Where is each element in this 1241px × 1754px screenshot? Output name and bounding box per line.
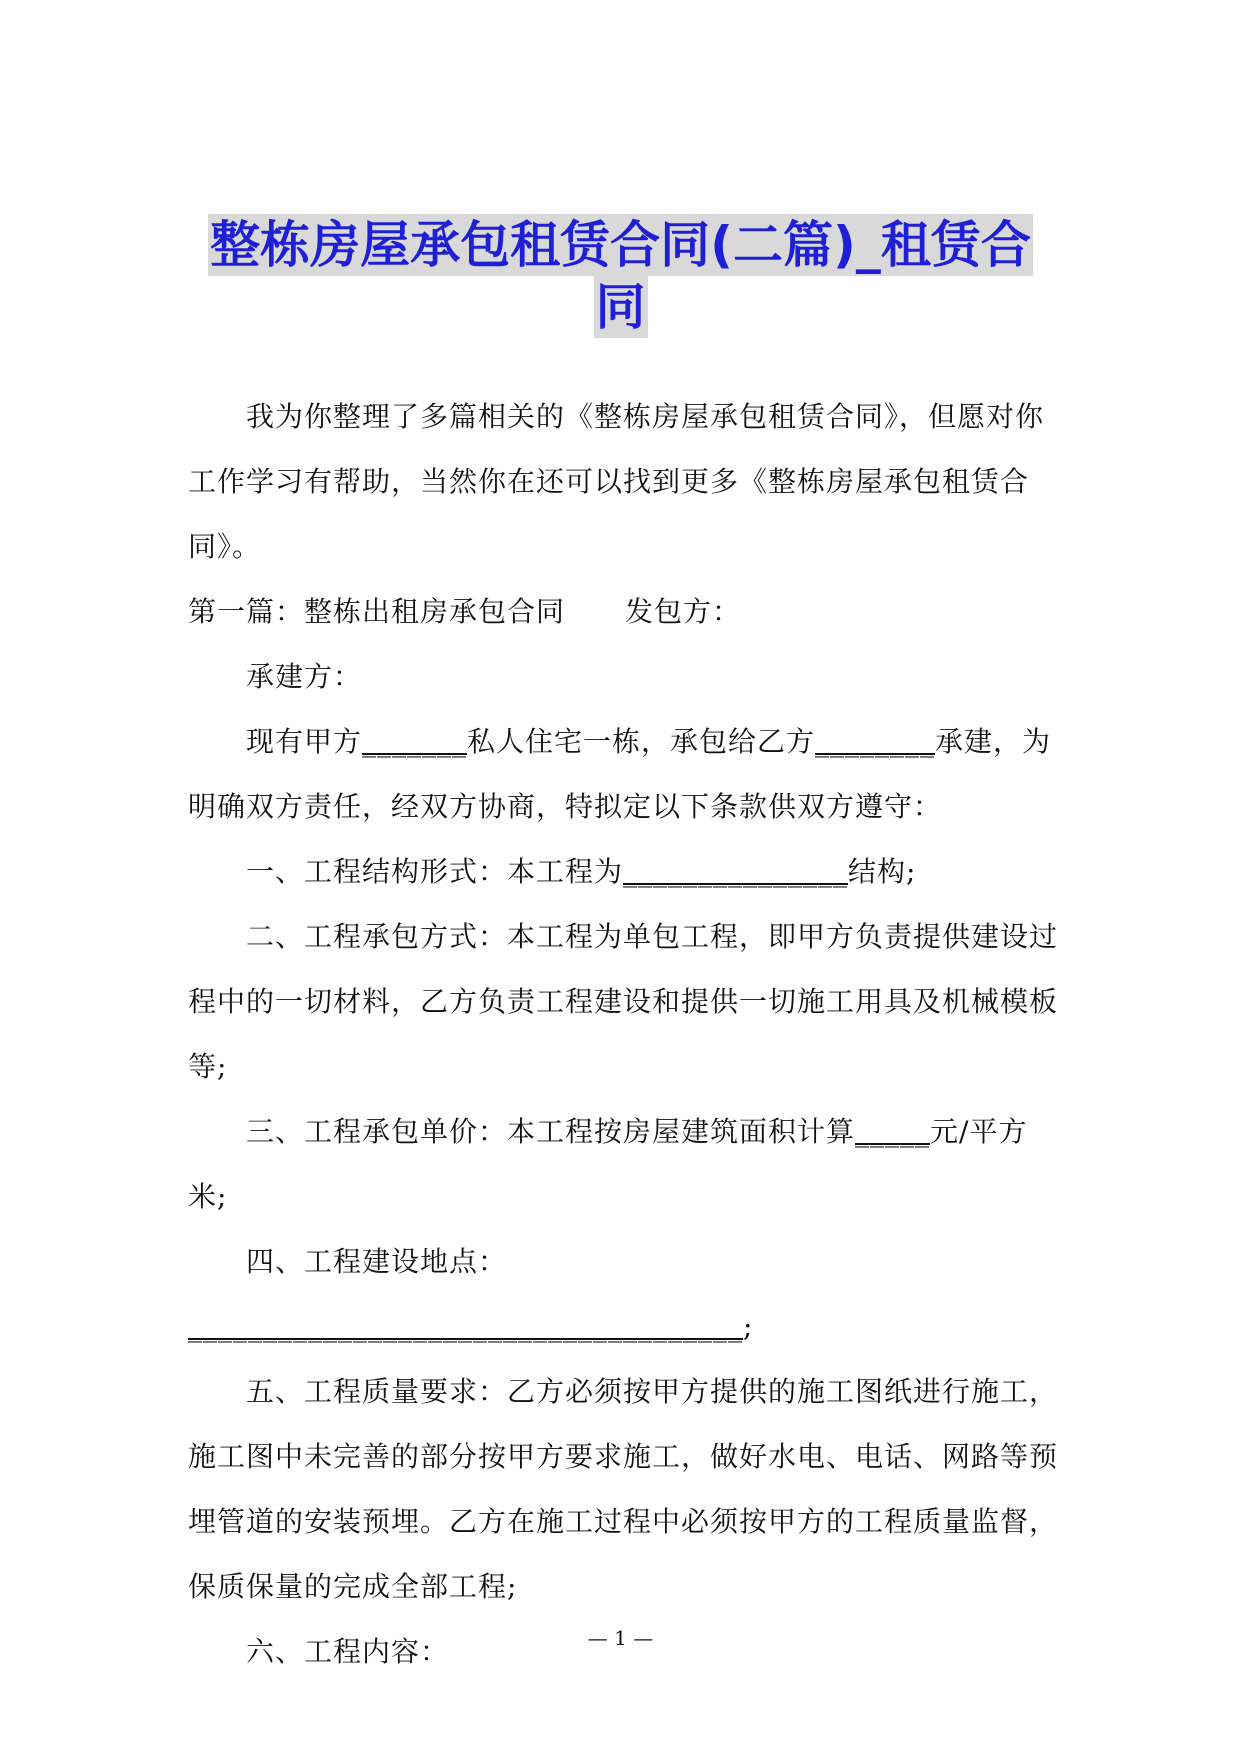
item-5: 五、工程质量要求：乙方必须按甲方提供的施工图纸进行施工，施工图中未完善的部分按甲方要求施工，做好水电、电话、网路等预埋管道的安装预埋。乙方在施工过程中必须按甲方的工程质量监督，保质保量的完成全部工程;	[188, 1375, 1059, 1603]
title-line-2: 同	[595, 278, 646, 336]
item-3	[188, 1099, 1058, 1229]
item-3-text-b: 元/平方米;	[188, 1115, 1028, 1213]
item-2: 二、工程承包方式：本工程为单包工程，即甲方负责提供建设过程中的一切材料，乙方负责工程建设和提供一切施工用具及机械模板等;	[188, 920, 1059, 1083]
structure-blank: _______________	[623, 855, 849, 888]
party-b-blank: ________	[815, 725, 936, 758]
location-blank: _____________________________________	[188, 1310, 743, 1343]
title-line-1: 整栋房屋承包租赁合同(二篇)_租赁合	[210, 216, 1031, 274]
page-number: — 1 —	[587, 1626, 654, 1650]
party-a-blank: _______	[362, 725, 468, 758]
existing-text-a: 现有甲方	[246, 725, 363, 758]
item-4	[188, 1229, 1058, 1359]
contractor-label: 发包方：	[625, 595, 742, 628]
item-4-text-a: 四、工程建设地点：	[246, 1245, 508, 1278]
existing-paragraph	[188, 709, 1058, 839]
item-3-text-a: 三、工程承包单价：本工程按房屋建筑面积计算	[246, 1115, 856, 1148]
item-1	[188, 839, 1058, 904]
builder-label: 承建方：	[246, 660, 363, 693]
item-1-text-a: 一、工程结构形式：本工程为	[246, 855, 624, 888]
intro-paragraph: 我为你整理了多篇相关的《整栋房屋承包租赁合同》，但愿对你工作学习有帮助，当然你在还可以找到更多《整栋房屋承包租赁合同》。	[188, 400, 1045, 563]
unit-price-blank: _____	[855, 1115, 931, 1148]
item-6: 六、工程内容：	[246, 1635, 450, 1668]
existing-text-b: 私人住宅一栋，承包给乙方	[467, 725, 816, 758]
section-heading-line	[188, 579, 1058, 644]
existing-text-c: 承建，为明确双方责任，经双方协商，特拟定以下条款供双方遵守：	[188, 725, 1052, 823]
item-1-text-b: 结构;	[848, 855, 917, 888]
document-body	[188, 384, 1058, 1684]
item-4-text-b: ;	[743, 1310, 754, 1343]
document-title	[0, 214, 1241, 338]
section-heading: 第一篇：整栋出租房承包合同	[188, 595, 566, 628]
